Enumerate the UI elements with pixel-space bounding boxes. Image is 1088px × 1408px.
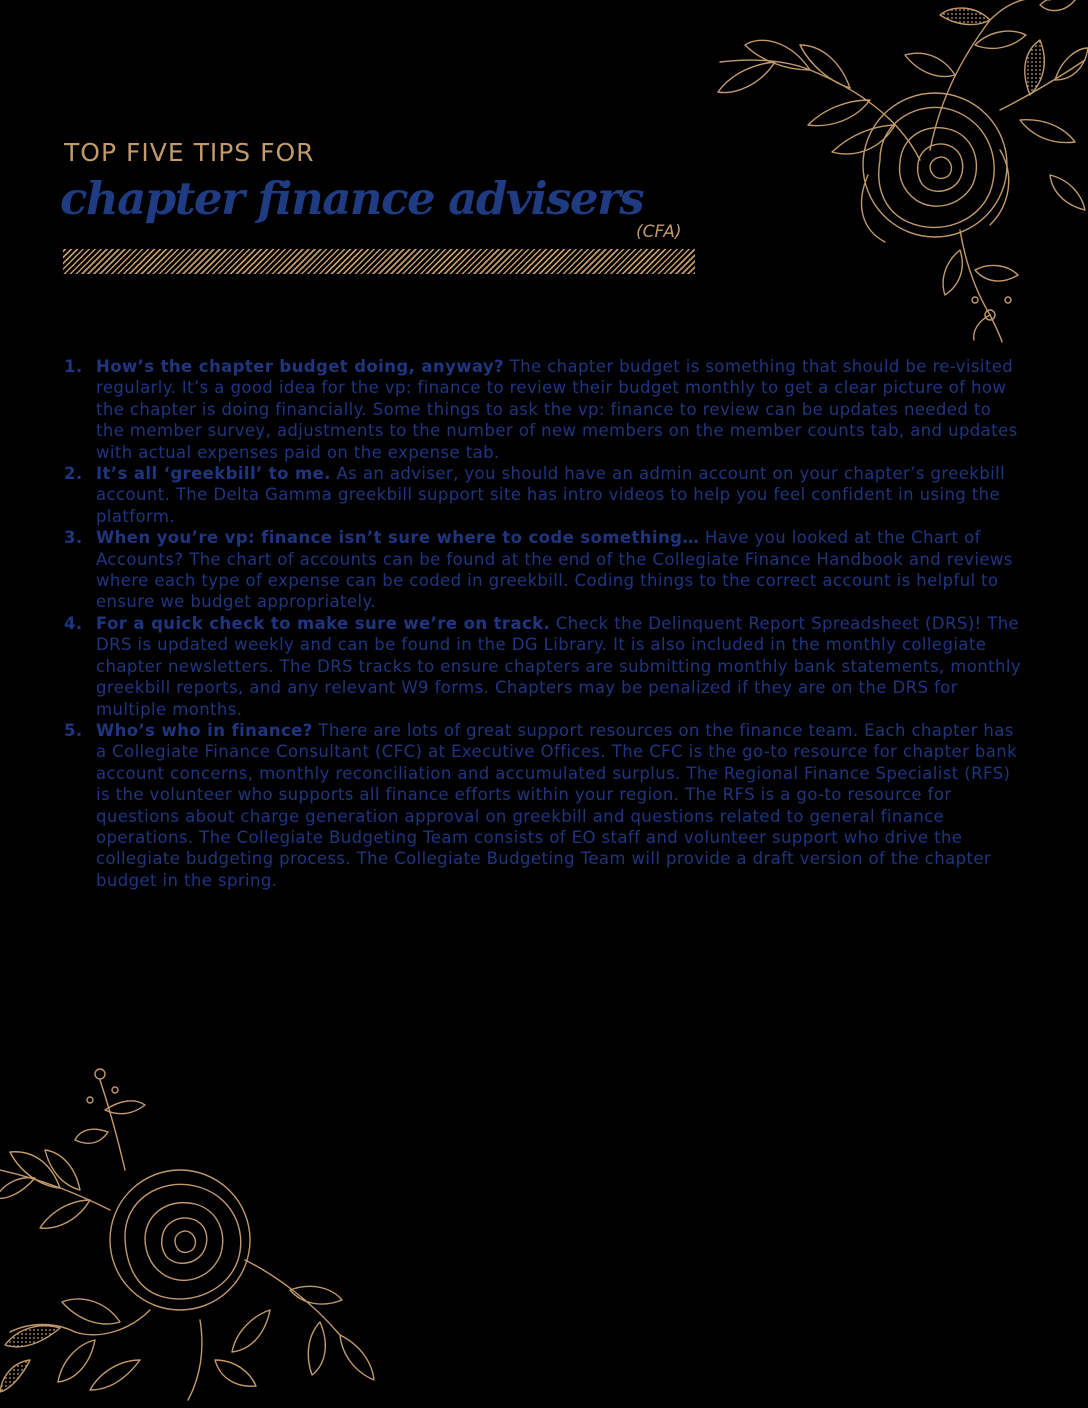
tip-body: There are lots of great support resources on the finance team. Each chapter has a Collegiate Finance Consultant (CFC) at Executive Offices. The CFC is the go-to resource for chapter bank account concerns, monthly reconciliation and accumulated surplus. The Regional Finance Specialist (RFS) is the volunteer who supports all finance efforts within your region. The RFS is a go-to resource for questions about charge generation approval on greekbill and questions related to general finance operations. The Collegiate Budgeting Team consists of EO staff and volunteer support who drive the collegiate budgeting process. The Collegiate Budgeting Team will provide a draft version of the chapter budget in the spring. [96, 720, 1018, 890]
title-abbreviation: (CFA) [636, 222, 682, 242]
tip-lead: Who’s who in finance? [96, 720, 313, 740]
tip-item [64, 720, 1024, 891]
tip-number: 5. [64, 720, 83, 740]
floral-rose-illustration-top-right [690, 0, 1088, 345]
eyebrow-heading: TOP FIVE TIPS FOR [64, 138, 315, 167]
tip-lead: How’s the chapter budget doing, anyway? [96, 357, 505, 376]
tip-item [64, 356, 1024, 463]
tip-number: 4. [64, 613, 83, 633]
tip-number: 3. [64, 528, 83, 548]
tip-number: 2. [64, 464, 83, 484]
tip-item [64, 527, 1024, 613]
tip-body: The chapter budget is something that should be re-visited regularly. It’s a good idea for the vp: finance to review their budget monthly to get a clear picture of how the chapter is doing financially. Some things to ask the vp: finance to review can be updates needed to the member survey, adjustments to the number of new members on the member counts tab, and updates with actual expenses paid on the expense tab. [96, 357, 1018, 462]
tip-lead: For a quick check to make sure we’re on track. [96, 613, 551, 633]
tip-body: Have you looked at the Chart of Accounts? The chart of accounts can be found at the end of the Collegiate Finance Handbook and reviews where each type of expense can be coded in greekbill. Coding things to the correct account is helpful to ensure we budget appropriately. [96, 528, 1013, 612]
floral-rose-illustration-bottom-left [0, 1060, 390, 1408]
tip-lead: When you’re vp: finance isn’t sure where to code something… [96, 528, 700, 548]
tip-number: 1. [64, 357, 83, 376]
tip-body: Check the Delinquent Report Spreadsheet (DRS)! The DRS is updated weekly and can be found in the DG Library. It is also included in the monthly collegiate chapter newsletters. The DRS tracks to ensure chapters are submitting monthly bank statements, monthly greekbill reports, and any relevant W9 forms. Chapters may be penalized if they are on the DRS for multiple months. [96, 613, 1021, 719]
tips-list [64, 356, 1024, 891]
hatched-divider [63, 249, 695, 274]
tip-body: As an adviser, you should have an admin account on your chapter’s greekbill account. The Delta Gamma greekbill support site has intro videos to help you feel confident in using the platform. [96, 464, 1006, 526]
tip-item [64, 463, 1024, 527]
page-title: chapter finance advisers [60, 172, 644, 225]
tip-item [64, 613, 1024, 720]
tip-lead: It’s all ‘greekbill’ to me. [96, 464, 331, 484]
